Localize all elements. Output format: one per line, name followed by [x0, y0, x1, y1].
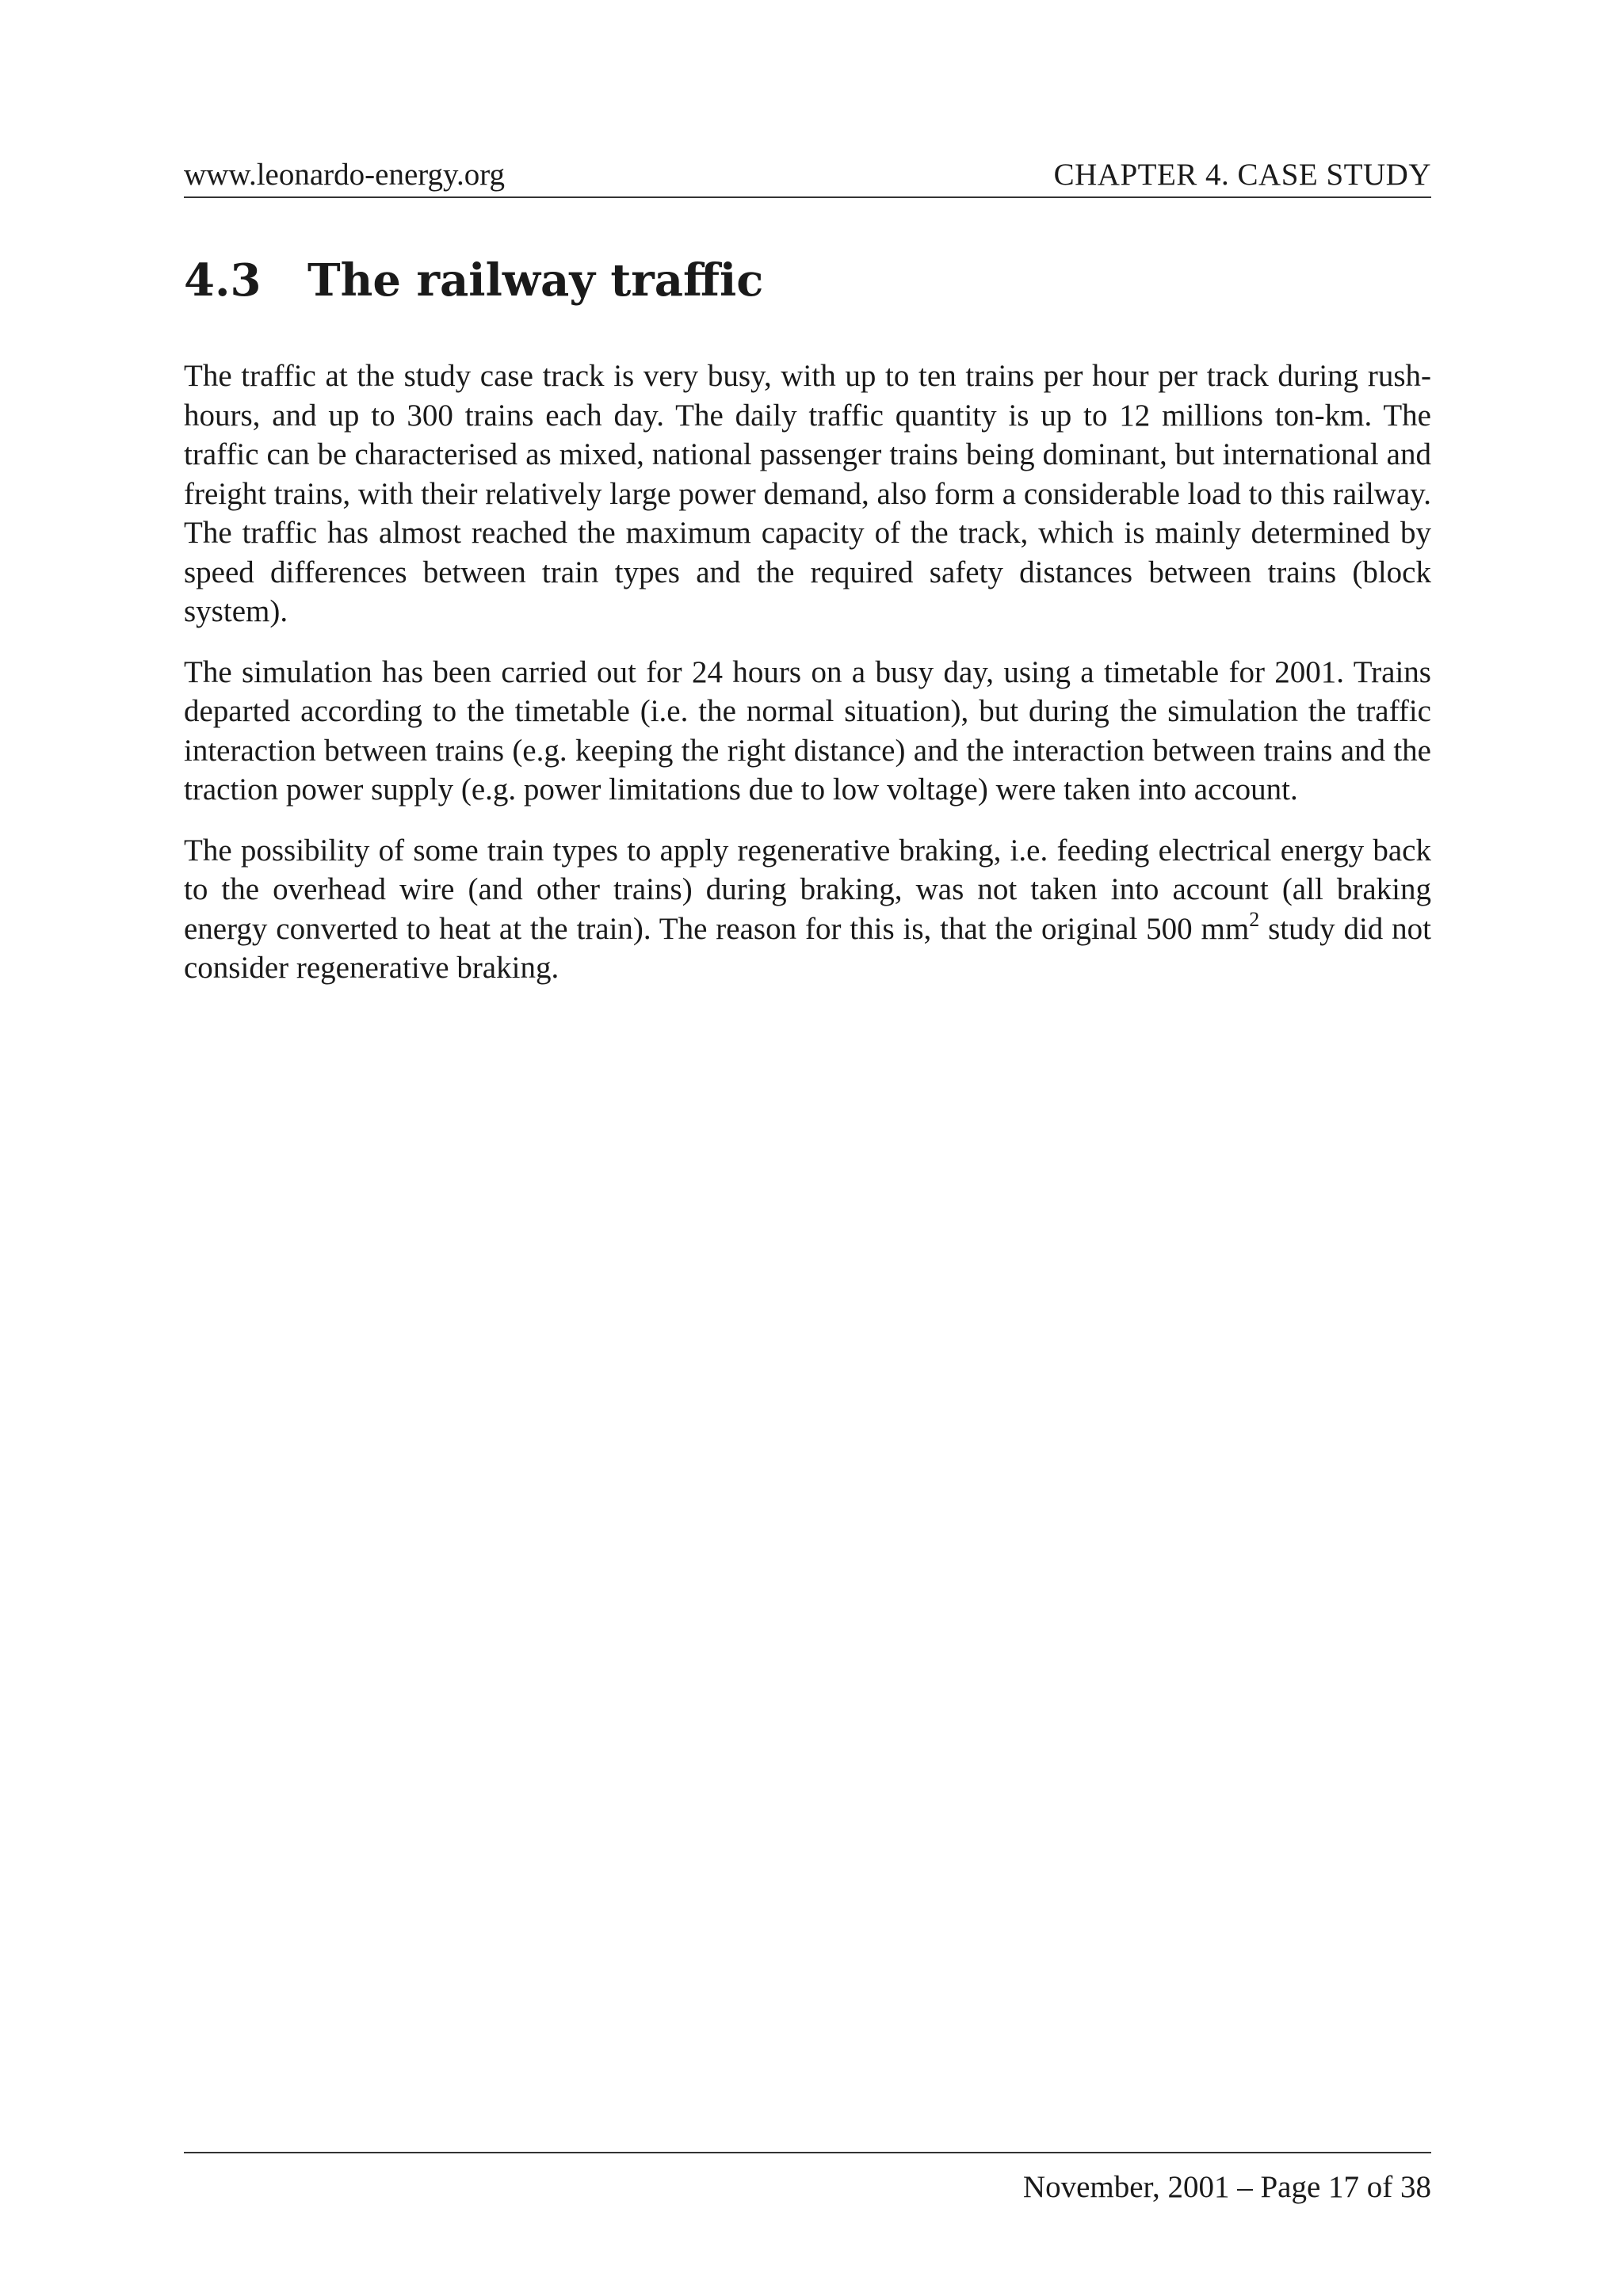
- paragraph-simulation-description: The simulation has been carried out for 24 hours on a busy day, using a timetable for 2001. Trains departed according to the timetable (i.e. the normal situation), but during the simulation the traffic interaction between trains (e.g. keeping the right distance) and the interaction between trains and the traction power supply (e.g. power limitations due to low voltage) were taken into account.: [184, 654, 1431, 807]
- section-heading: [184, 252, 1431, 309]
- running-footer: [184, 2152, 1431, 2209]
- paragraph-regenerative-braking-text-after: study did not consider regenerative braking.: [184, 911, 1432, 985]
- header-website-link[interactable]: www.leonardo-energy.org: [184, 158, 506, 192]
- paragraph-traffic-description: The traffic at the study case track is very busy, with up to ten trains per hour per track during rush-hours, and up to 300 trains each day. The daily traffic quantity is up to 12 millions ton-km. The traffic can be characterised as mixed, national passenger trains being dominant, but international and freight trains, with their relatively large power demand, also form a considerable load to this railway. The traffic has almost reached the maximum capacity of the track, which is mainly determined by speed differences between train types and the required safety distances between trains (block system).: [184, 359, 1431, 628]
- paragraph-regenerative-braking: [184, 831, 1431, 988]
- header-chapter-title: CHAPTER 4. CASE STUDY: [1053, 158, 1431, 192]
- section-number: 4.3: [184, 254, 262, 307]
- section-title: The railway traffic: [307, 254, 764, 307]
- section-body: [184, 357, 1431, 1009]
- running-header: [184, 154, 1431, 198]
- footer-page-info: November, 2001 – Page 17 of 38: [1022, 2170, 1431, 2204]
- paragraph-regenerative-braking-text-before: The possibility of some train types to apply regenerative braking, i.e. feeding electrical energy back to the overhead wire (and other trains) during braking, was not taken into account (all braking energy converted to heat at the train). The reason for this is, that the original 500 mm: [184, 833, 1431, 946]
- squared-superscript: 2: [1249, 907, 1260, 931]
